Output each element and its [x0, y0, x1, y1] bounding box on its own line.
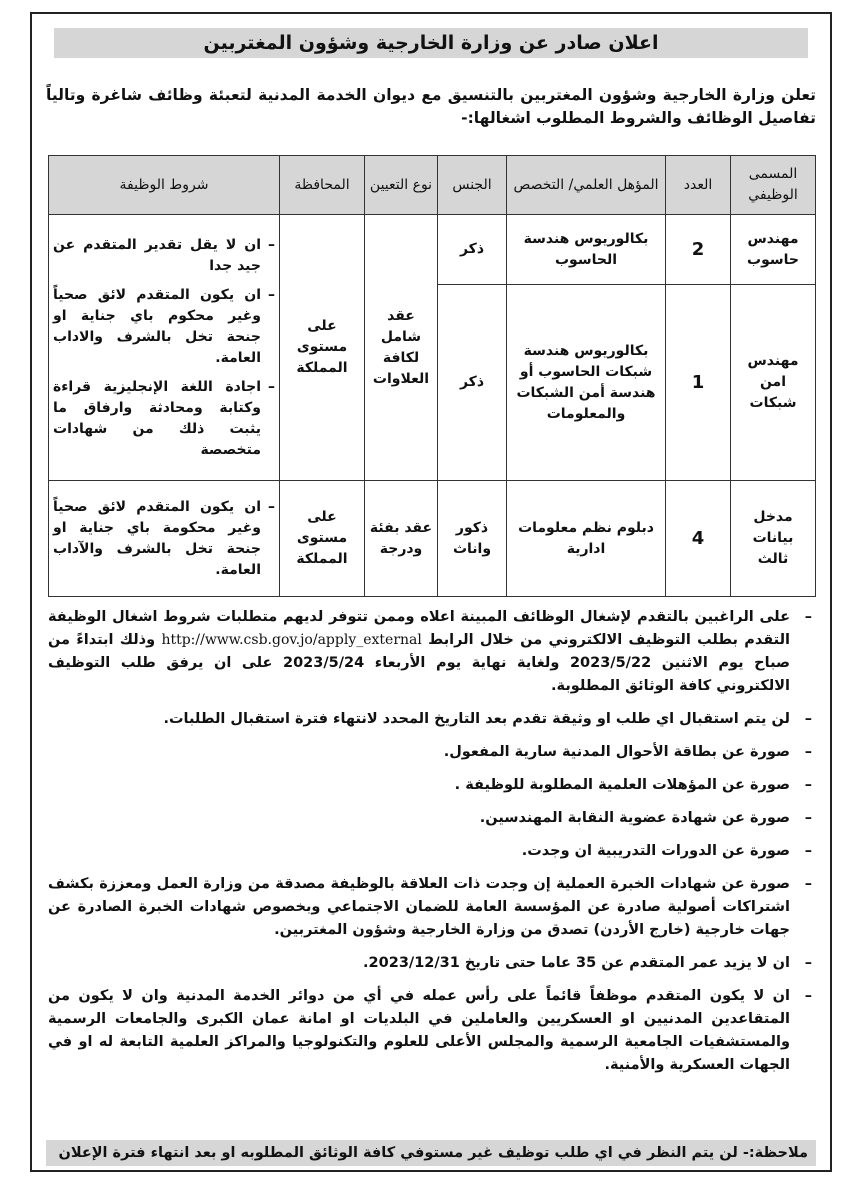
condition-item: – ان يكون المتقدم لائق صحياً وغير محكوم باي جناية او جنحة تخل بالشرف والاداب العامة.	[53, 285, 275, 369]
row-count: 4	[666, 481, 731, 597]
row-qualification: بكالوريوس هندسة الحاسوب	[507, 215, 666, 285]
row-count: 2	[666, 215, 731, 285]
note-item: – ان لا يكون المتقدم موظفاً قائماً على رأس عمله في أي من دوائر الخدمة المدنية وان لا يكون من المتقاعدين المدنيين او العسكريين والعاملين في البلديات او امانة عمان الكبرى والجامعات الرسمية والمستشفيات الجامعية الرسمية والمجلس الأعلى للعلوم والتكنولوجيا والمراكز العلمية التابعة له او في الجهات العسكرية والأمنية.	[48, 985, 816, 1077]
group-governorate: على مستوى المملكة	[280, 215, 365, 481]
condition-item: – ان لا يقل تقدير المتقدم عن جيد جدا	[53, 235, 275, 277]
header-qualification: المؤهل العلمي/ التخصص	[507, 156, 666, 215]
header-gender: الجنس	[438, 156, 507, 215]
row-job-title: مهندس حاسوب	[731, 215, 816, 285]
group-appointment: عقد شامل لكافة العلاوات	[365, 215, 438, 481]
intro-paragraph: تعلن وزارة الخارجية وشؤون المغتربين بالتنسيق مع ديوان الخدمة المدنية لتعبئة وظائف شاغرة وتالياً تفاصيل الوظائف والشروط المطلوب اشغالها:-	[46, 86, 816, 127]
table-row	[49, 481, 816, 597]
row-gender: ذكور واناث	[438, 481, 507, 597]
apply-link[interactable]: http://www.csb.gov.jo/apply_external	[161, 632, 422, 648]
note-apply-text: على الراغبين بالتقدم لإشغال الوظائف المبينة اعلاه وممن تتوفر لديهم متطلبات شروط اشغال الوظيفة التقدم بطلب التوظيف الالكتروني من خلال الرابط	[48, 609, 790, 648]
group-conditions	[49, 215, 280, 481]
note-item: – لن يتم استقبال اي طلب او وثيقة تقدم بعد التاريخ المحدد لانتهاء فترة استقبال الطلبات.	[48, 708, 816, 731]
announcement-title: اعلان صادر عن وزارة الخارجية وشؤون المغتربين	[54, 28, 808, 58]
condition-item: – اجادة اللغة الإنجليزية قراءة وكتابة ومحادثة وارفاق ما يثبت ذلك من شهادات متخصصة	[53, 377, 275, 461]
jobs-table	[48, 155, 816, 597]
condition-item: – ان يكون المتقدم لائق صحياً وغير محكومة باي جناية او جنحة تخل بالشرف والآداب العامة.	[53, 497, 275, 581]
footer-note: ملاحظة:- لن يتم النظر في اي طلب توظيف غير مستوفي كافة الوثائق المطلوبه او بعد انتهاء فترة الإعلان	[46, 1140, 816, 1166]
header-appointment: نوع التعيين	[365, 156, 438, 215]
row-gender: ذكر	[438, 285, 507, 481]
note-item: – صورة عن المؤهلات العلمية المطلوبة للوظيفة .	[48, 774, 816, 797]
table-row	[49, 215, 816, 285]
note-item: – ان لا يزيد عمر المتقدم عن 35 عاما حتى تاريخ 2023/12/31.	[48, 952, 816, 975]
row-qualification: دبلوم نظم معلومات ادارية	[507, 481, 666, 597]
note-item: – صورة عن الدورات التدريبية ان وجدت.	[48, 840, 816, 863]
note-item: – صورة عن بطاقة الأحوال المدنية سارية المفعول.	[48, 741, 816, 764]
row-gender: ذكر	[438, 215, 507, 285]
note-apply	[48, 606, 816, 698]
header-conditions: شروط الوظيفة	[49, 156, 280, 215]
table-header-row	[49, 156, 816, 215]
note-item: – صورة عن شهادات الخبرة العملية إن وجدت ذات العلاقة بالوظيفة مصدقة من وزارة العمل ومعززة بكشف اشتراكات أصولية صادرة عن المؤسسة العامة للضمان الاجتماعي وبخصوص شهادات الخبرة الصادرة عن جهات خارجية (خارج الأردن) تصدق من وزارة الخارجية وشؤون المغتربين.	[48, 873, 816, 942]
header-count: العدد	[666, 156, 731, 215]
row-qualification: بكالوريوس هندسة شبكات الحاسوب أو هندسة أمن الشبكات والمعلومات	[507, 285, 666, 481]
note-item: – صورة عن شهادة عضوية النقابة المهندسين.	[48, 807, 816, 830]
announcement-page	[30, 12, 832, 1172]
row-conditions	[49, 481, 280, 597]
row-job-title: مدخل بيانات ثالث	[731, 481, 816, 597]
notes-section	[48, 606, 816, 1087]
row-appointment: عقد بفئة ودرجة	[365, 481, 438, 597]
header-governorate: المحافظة	[280, 156, 365, 215]
header-job-title: المسمى الوظيفي	[731, 156, 816, 215]
row-governorate: على مستوى المملكة	[280, 481, 365, 597]
row-job-title: مهندس امن شبكات	[731, 285, 816, 481]
note-apply-dates: وذلك ابتداءً من صباح يوم الاثنين 2023/5/22 ولغاية نهاية يوم الأربعاء 2023/5/24 على ان يرفق طلب التوظيف الالكتروني كافة الوثائق المطلوبة.	[48, 632, 790, 694]
row-count: 1	[666, 285, 731, 481]
